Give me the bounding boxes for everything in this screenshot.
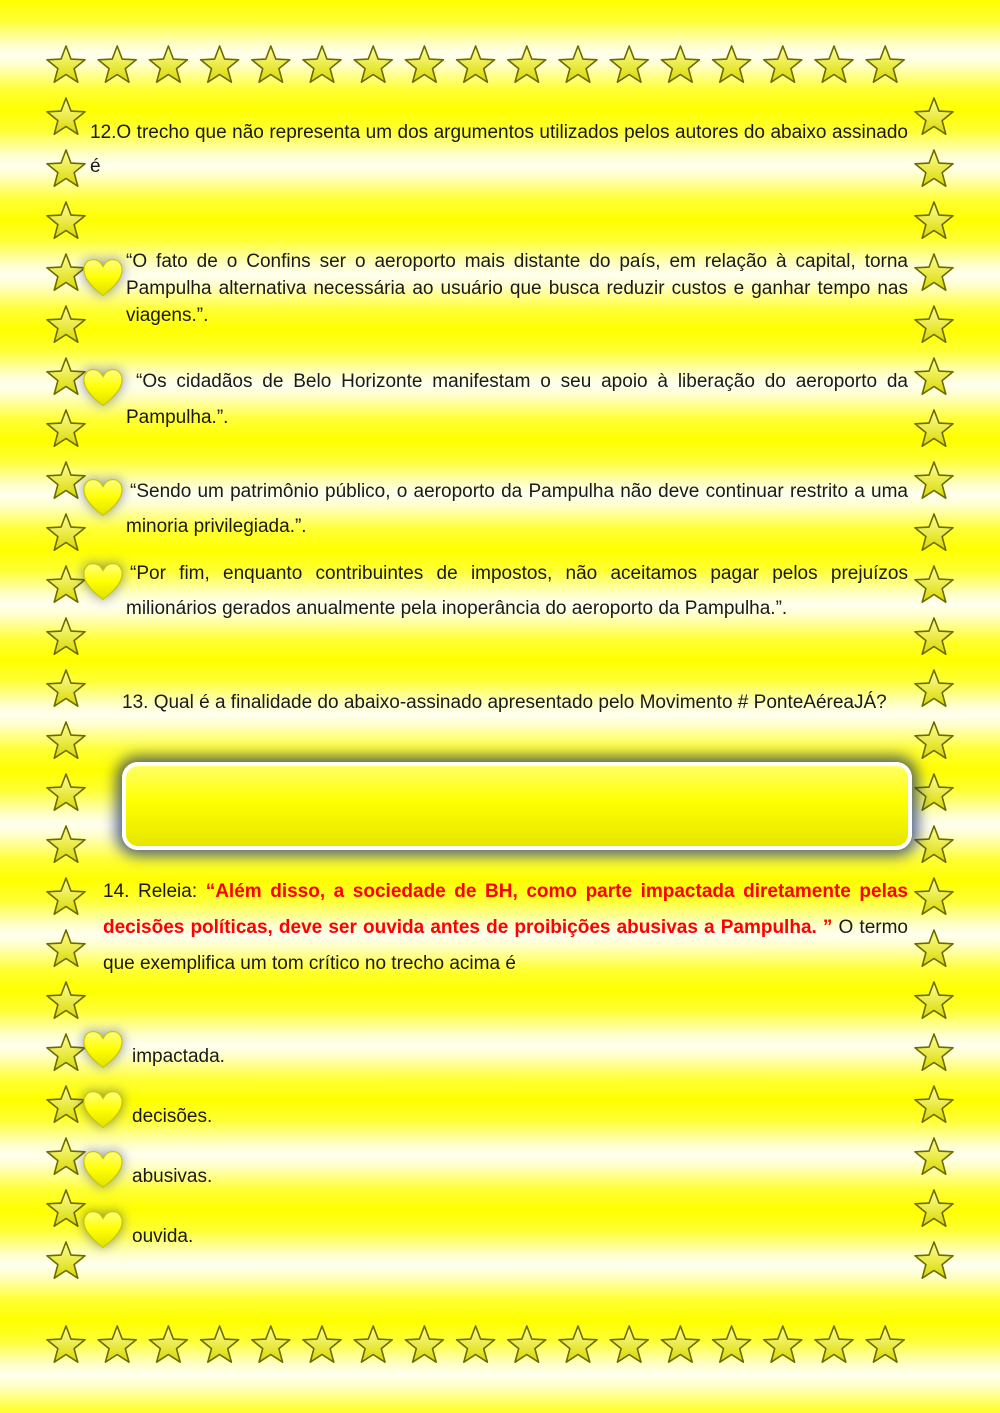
heart-radio-q12-c[interactable] bbox=[80, 474, 126, 520]
star-icon bbox=[915, 722, 953, 758]
star-icon bbox=[915, 410, 953, 446]
star-icon bbox=[915, 514, 953, 550]
star-icon bbox=[201, 1326, 239, 1362]
star-icon bbox=[47, 878, 85, 914]
q14-quote: “Além disso, a sociedade de BH, como parte impactada diretamente pelas decisões políticas, deve ser ouvida antes de proibições abusivas a Pampulha. ” bbox=[103, 881, 908, 938]
star-icon bbox=[47, 722, 85, 758]
star-icon bbox=[764, 1326, 802, 1362]
heart-radio-q12-a[interactable] bbox=[80, 254, 126, 300]
star-icon bbox=[915, 254, 953, 290]
star-icon bbox=[915, 618, 953, 654]
star-icon bbox=[713, 1326, 751, 1362]
star-icon bbox=[47, 826, 85, 862]
q12-option-c: “Sendo um patrimônio público, o aeroporto da Pampulha não deve continuar restrito a uma minoria privilegiada.”. bbox=[126, 481, 908, 537]
star-icon bbox=[47, 98, 85, 134]
star-icon bbox=[915, 1086, 953, 1122]
star-icon bbox=[47, 930, 85, 966]
q14-option-d: ouvida. bbox=[132, 1226, 194, 1247]
star-icon bbox=[915, 462, 953, 498]
star-icon bbox=[47, 670, 85, 706]
star-icon bbox=[764, 46, 802, 82]
star-icon bbox=[915, 98, 953, 134]
question-14-prompt bbox=[103, 874, 908, 982]
question-13-prompt: 13. Qual é a finalidade do abaixo-assinado apresentado pelo Movimento # PonteAéreaJÁ? bbox=[122, 692, 887, 713]
heart-radio-q12-b[interactable] bbox=[80, 364, 126, 410]
q12-option-b: “Os cidadãos de Belo Horizonte manifestam o seu apoio à liberação do aeroporto da Pampulha.”. bbox=[126, 371, 908, 428]
star-icon bbox=[47, 982, 85, 1018]
heart-radio-q14-a[interactable] bbox=[80, 1026, 126, 1072]
heart-radio-q14-d[interactable] bbox=[80, 1206, 126, 1252]
star-icon bbox=[915, 1190, 953, 1226]
star-icon bbox=[866, 46, 904, 82]
star-icon bbox=[47, 306, 85, 342]
star-icon bbox=[457, 1326, 495, 1362]
star-icon bbox=[47, 410, 85, 446]
star-icon bbox=[47, 46, 85, 82]
star-icon bbox=[149, 46, 187, 82]
star-icon bbox=[47, 618, 85, 654]
star-icon bbox=[98, 1326, 136, 1362]
star-icon bbox=[915, 982, 953, 1018]
q12-option-a: “O fato de o Confins ser o aeroporto mais distante do país, em relação à capital, torna Pampulha alternativa necessária ao usuário que busca reduzir custos e ganhar tempo nas viagens.”. bbox=[126, 251, 908, 326]
q14-lead: 14. Releia: bbox=[103, 881, 206, 902]
q14-option-c: abusivas. bbox=[132, 1166, 213, 1187]
q14-option-b: decisões. bbox=[132, 1106, 213, 1127]
star-icon bbox=[559, 46, 597, 82]
star-icon bbox=[47, 150, 85, 186]
star-icon bbox=[915, 1138, 953, 1174]
star-icon bbox=[915, 826, 953, 862]
star-icon bbox=[201, 46, 239, 82]
star-icon bbox=[252, 1326, 290, 1362]
star-icon bbox=[508, 1326, 546, 1362]
star-icon bbox=[354, 1326, 392, 1362]
heart-radio-q14-c[interactable] bbox=[80, 1146, 126, 1192]
heart-radio-q14-b[interactable] bbox=[80, 1086, 126, 1132]
q14-tail: O termo que exemplifica um tom crítico no trecho acima é bbox=[103, 917, 908, 974]
star-icon bbox=[47, 774, 85, 810]
star-icon bbox=[713, 46, 751, 82]
star-icon bbox=[252, 46, 290, 82]
star-icon bbox=[559, 1326, 597, 1362]
star-icon bbox=[915, 306, 953, 342]
star-icon bbox=[915, 358, 953, 394]
q14-option-a: impactada. bbox=[132, 1046, 225, 1067]
star-icon bbox=[98, 46, 136, 82]
star-icon bbox=[815, 1326, 853, 1362]
star-icon bbox=[354, 46, 392, 82]
star-icon bbox=[47, 202, 85, 238]
star-icon bbox=[815, 46, 853, 82]
star-icon bbox=[866, 1326, 904, 1362]
star-icon bbox=[915, 566, 953, 602]
star-icon bbox=[405, 1326, 443, 1362]
star-icon bbox=[149, 1326, 187, 1362]
star-icon bbox=[661, 1326, 699, 1362]
star-icon bbox=[457, 46, 495, 82]
star-icon bbox=[915, 930, 953, 966]
star-icon bbox=[661, 46, 699, 82]
star-icon bbox=[915, 1242, 953, 1278]
star-icon bbox=[47, 1326, 85, 1362]
star-icon bbox=[915, 1034, 953, 1070]
heart-radio-q12-d[interactable] bbox=[80, 558, 126, 604]
star-icon bbox=[915, 150, 953, 186]
star-icon bbox=[610, 1326, 648, 1362]
q13-answer-field[interactable] bbox=[122, 762, 912, 850]
star-icon bbox=[610, 46, 648, 82]
star-icon bbox=[915, 202, 953, 238]
star-icon bbox=[303, 46, 341, 82]
star-icon bbox=[915, 670, 953, 706]
star-icon bbox=[303, 1326, 341, 1362]
question-12-prompt: 12.O trecho que não representa um dos argumentos utilizados pelos autores do abaixo assinado é bbox=[90, 122, 908, 177]
star-icon bbox=[915, 774, 953, 810]
star-icon bbox=[405, 46, 443, 82]
star-icon bbox=[508, 46, 546, 82]
q12-option-d: “Por fim, enquanto contribuintes de impostos, não aceitamos pagar pelos prejuízos milionários gerados anualmente pela inoperância do aeroporto da Pampulha.”. bbox=[126, 563, 908, 619]
star-icon bbox=[915, 878, 953, 914]
